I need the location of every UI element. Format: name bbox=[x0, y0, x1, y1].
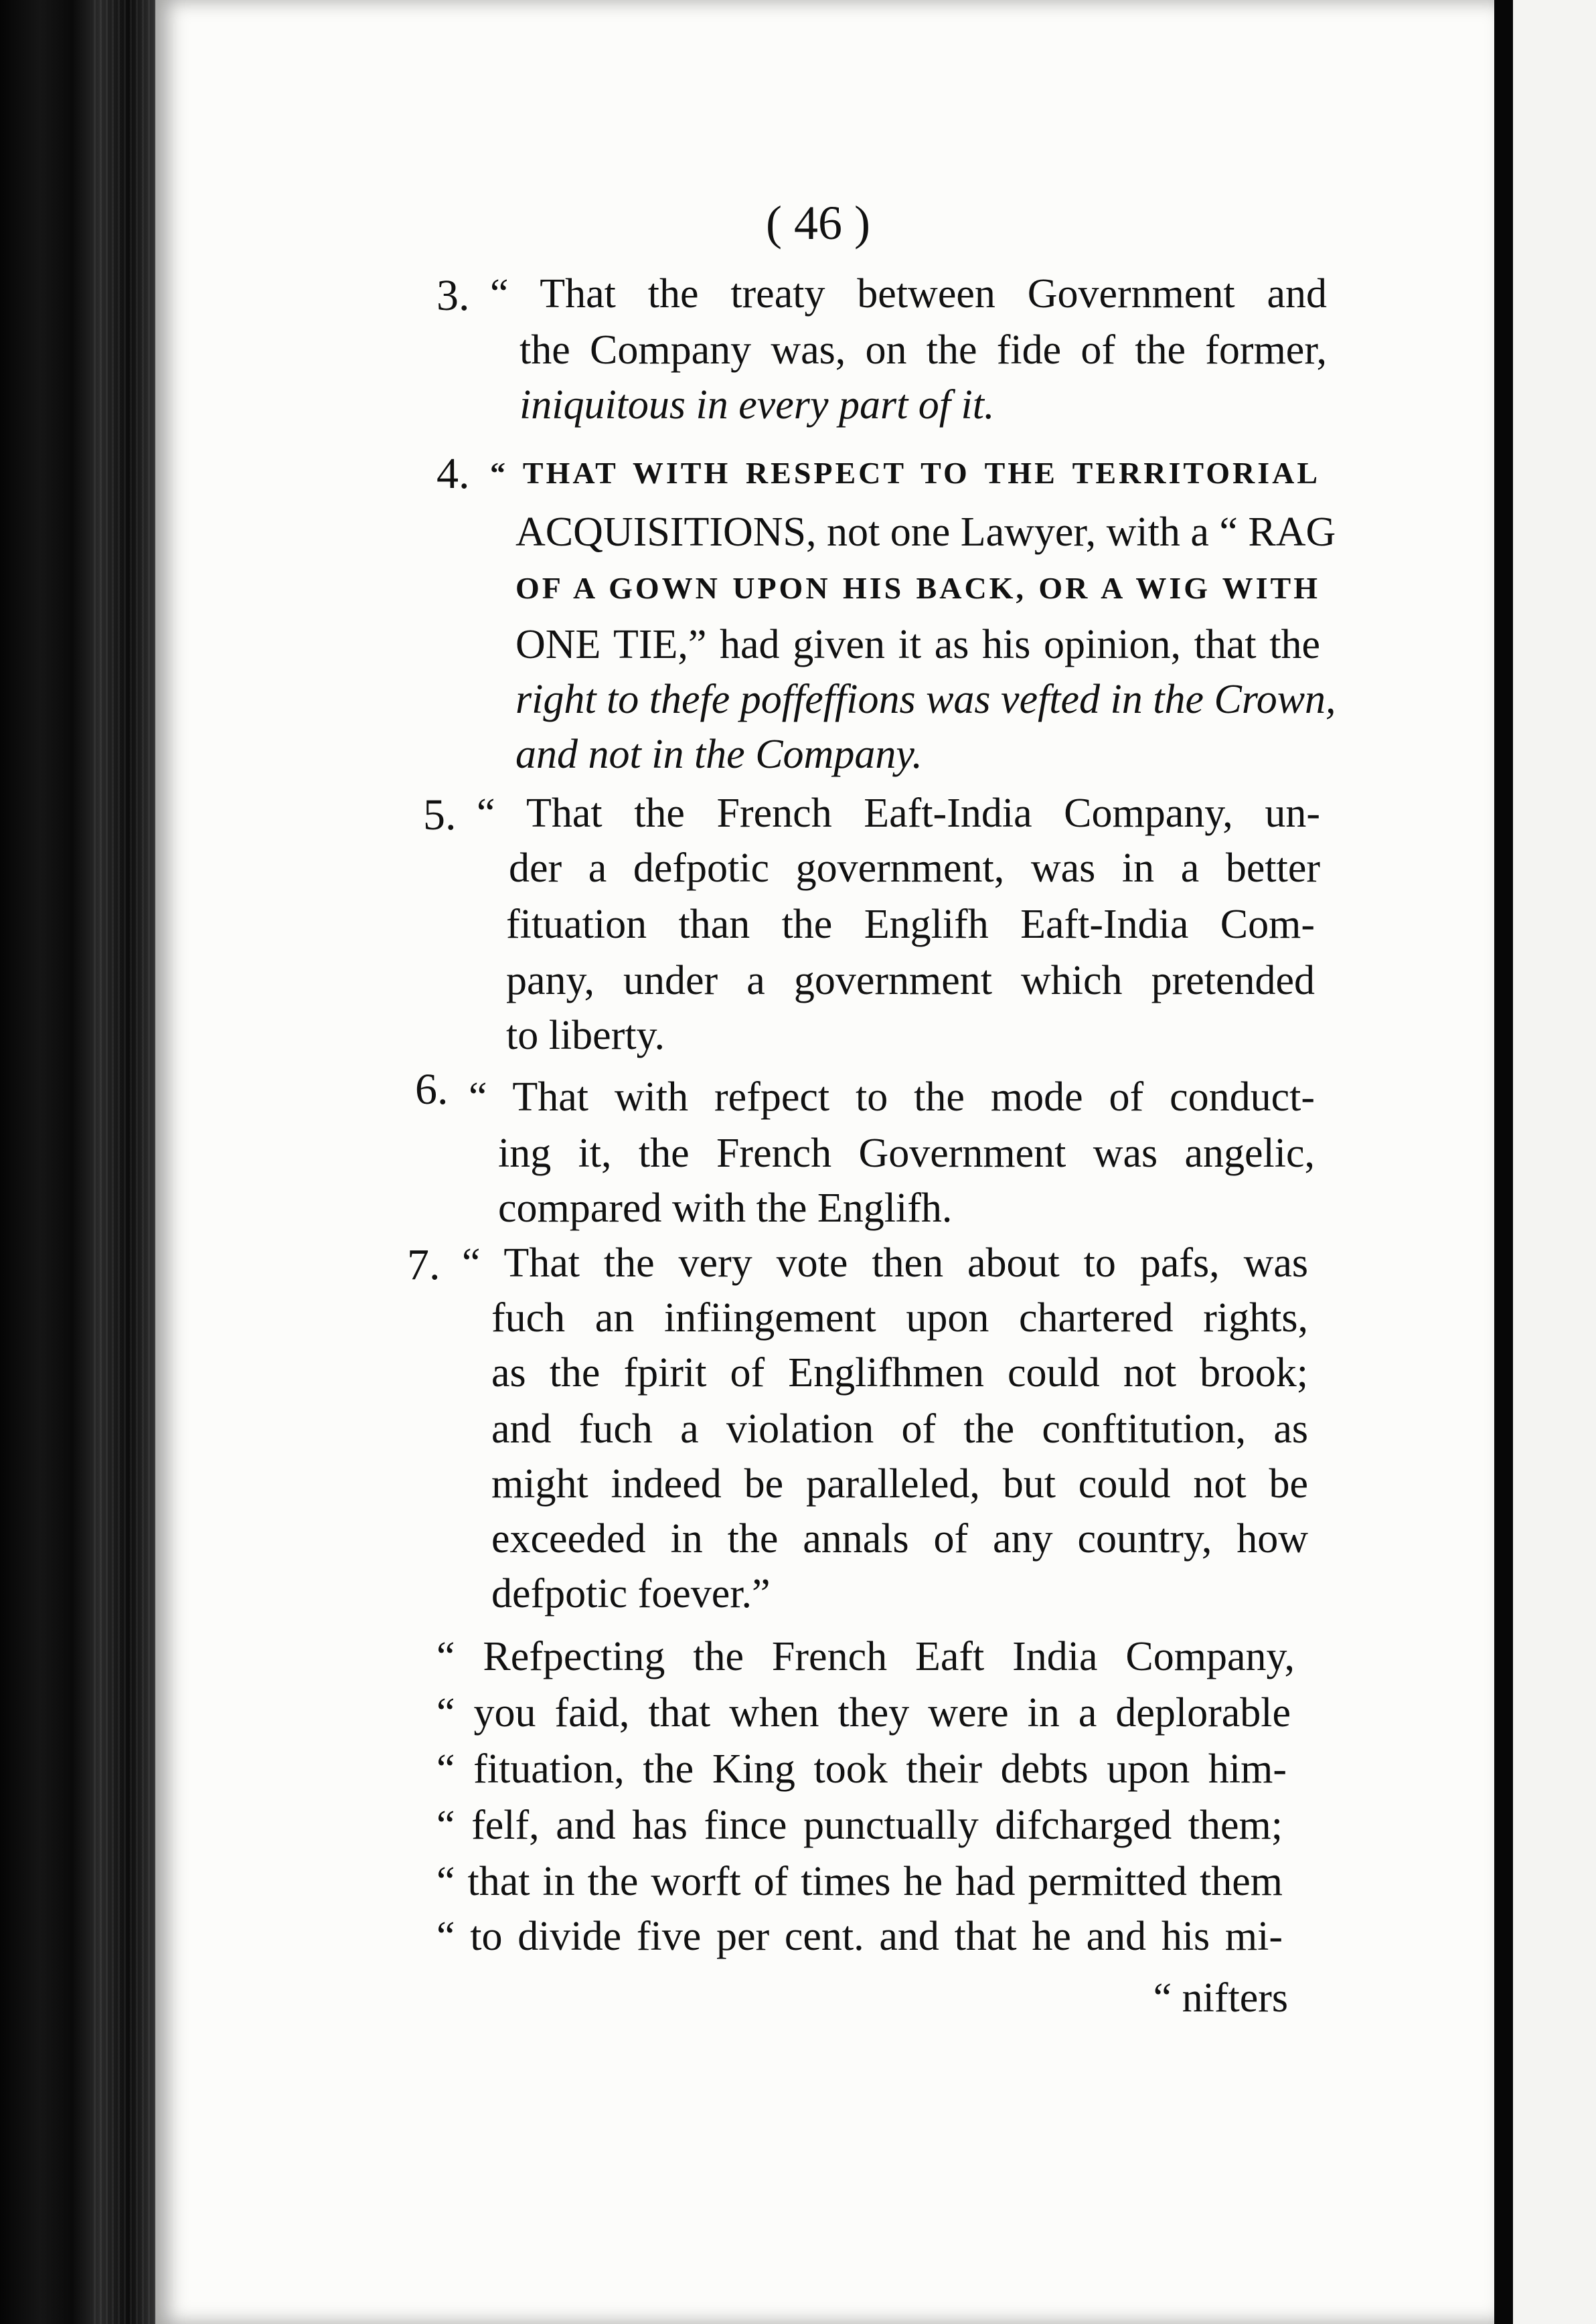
text-line: “ That the very vote then about to pafs, was bbox=[462, 1240, 1308, 1286]
item-number: 4. bbox=[436, 449, 470, 498]
text-line: pany, under a government which pretended bbox=[506, 958, 1315, 1003]
catchword: “ nifters bbox=[1153, 1975, 1288, 2021]
text-line: as the fpirit of Englifhmen could not brook; bbox=[491, 1350, 1308, 1396]
text-line: iniquitous in every part of it. bbox=[520, 382, 995, 428]
text-line: “ That with refpect to the mode of conduct- bbox=[469, 1074, 1315, 1120]
text-line: der a defpotic government, was in a better bbox=[509, 845, 1320, 891]
text-line: might indeed be paralleled, but could not be bbox=[491, 1461, 1308, 1507]
quote-line: “ that in the worft of times he had permitted them bbox=[436, 1859, 1283, 1904]
quote-line: “ Refpecting the French Eaft India Company, bbox=[436, 1634, 1295, 1679]
text-line: and fuch a violation of the conftitution, as bbox=[491, 1406, 1308, 1452]
quote-line: “ to divide five per cent. and that he and his mi- bbox=[436, 1914, 1283, 1959]
quote-line: “ you faid, that when they were in a deplorable bbox=[436, 1690, 1291, 1736]
item-number: 7. bbox=[407, 1240, 441, 1289]
item-number: 5. bbox=[423, 791, 457, 839]
text-line: ONE TIE,” had given it as his opinion, that the bbox=[515, 622, 1320, 667]
text-line: exceeded in the annals of any country, how bbox=[491, 1516, 1308, 1562]
text-line: to liberty. bbox=[506, 1013, 665, 1058]
quote-line: “ felf, and has fince punctually difcharged them; bbox=[436, 1803, 1283, 1848]
item-number: 3. bbox=[436, 271, 470, 320]
text-line: right to thefe poffeffions was vefted in the Crown, bbox=[515, 677, 1336, 722]
text-line: “ That the French Eaft-India Company, un- bbox=[477, 791, 1320, 836]
page-gutter bbox=[1494, 0, 1513, 2324]
text-line: fuch an infiingement upon chartered rights, bbox=[491, 1295, 1308, 1341]
text-line: the Company was, on the fide of the former, bbox=[520, 327, 1327, 373]
text-line: compared with the Englifh. bbox=[498, 1185, 953, 1231]
text-line: OF A GOWN UPON HIS BACK, OR A WIG WITH bbox=[515, 571, 1320, 605]
text-line: “ That the treaty between Government and bbox=[490, 271, 1327, 317]
text-line: ing it, the French Government was angelic, bbox=[498, 1131, 1315, 1176]
facing-page-edge bbox=[1513, 0, 1596, 2324]
text-line: fituation than the Englifh Eaft-India Com- bbox=[506, 902, 1315, 947]
text-line: “ THAT WITH RESPECT TO THE TERRITORIAL bbox=[490, 456, 1320, 490]
page-number: ( 46 ) bbox=[766, 196, 870, 250]
item-number: 6. bbox=[415, 1065, 449, 1114]
text-line: and not in the Company. bbox=[515, 732, 923, 777]
book-binding bbox=[0, 0, 161, 2324]
text-line: ACQUISITIONS, not one Lawyer, with a “ RAG bbox=[515, 509, 1336, 555]
quote-line: “ fituation, the King took their debts upon him- bbox=[436, 1746, 1287, 1792]
text-line: defpotic foever.” bbox=[491, 1571, 771, 1616]
